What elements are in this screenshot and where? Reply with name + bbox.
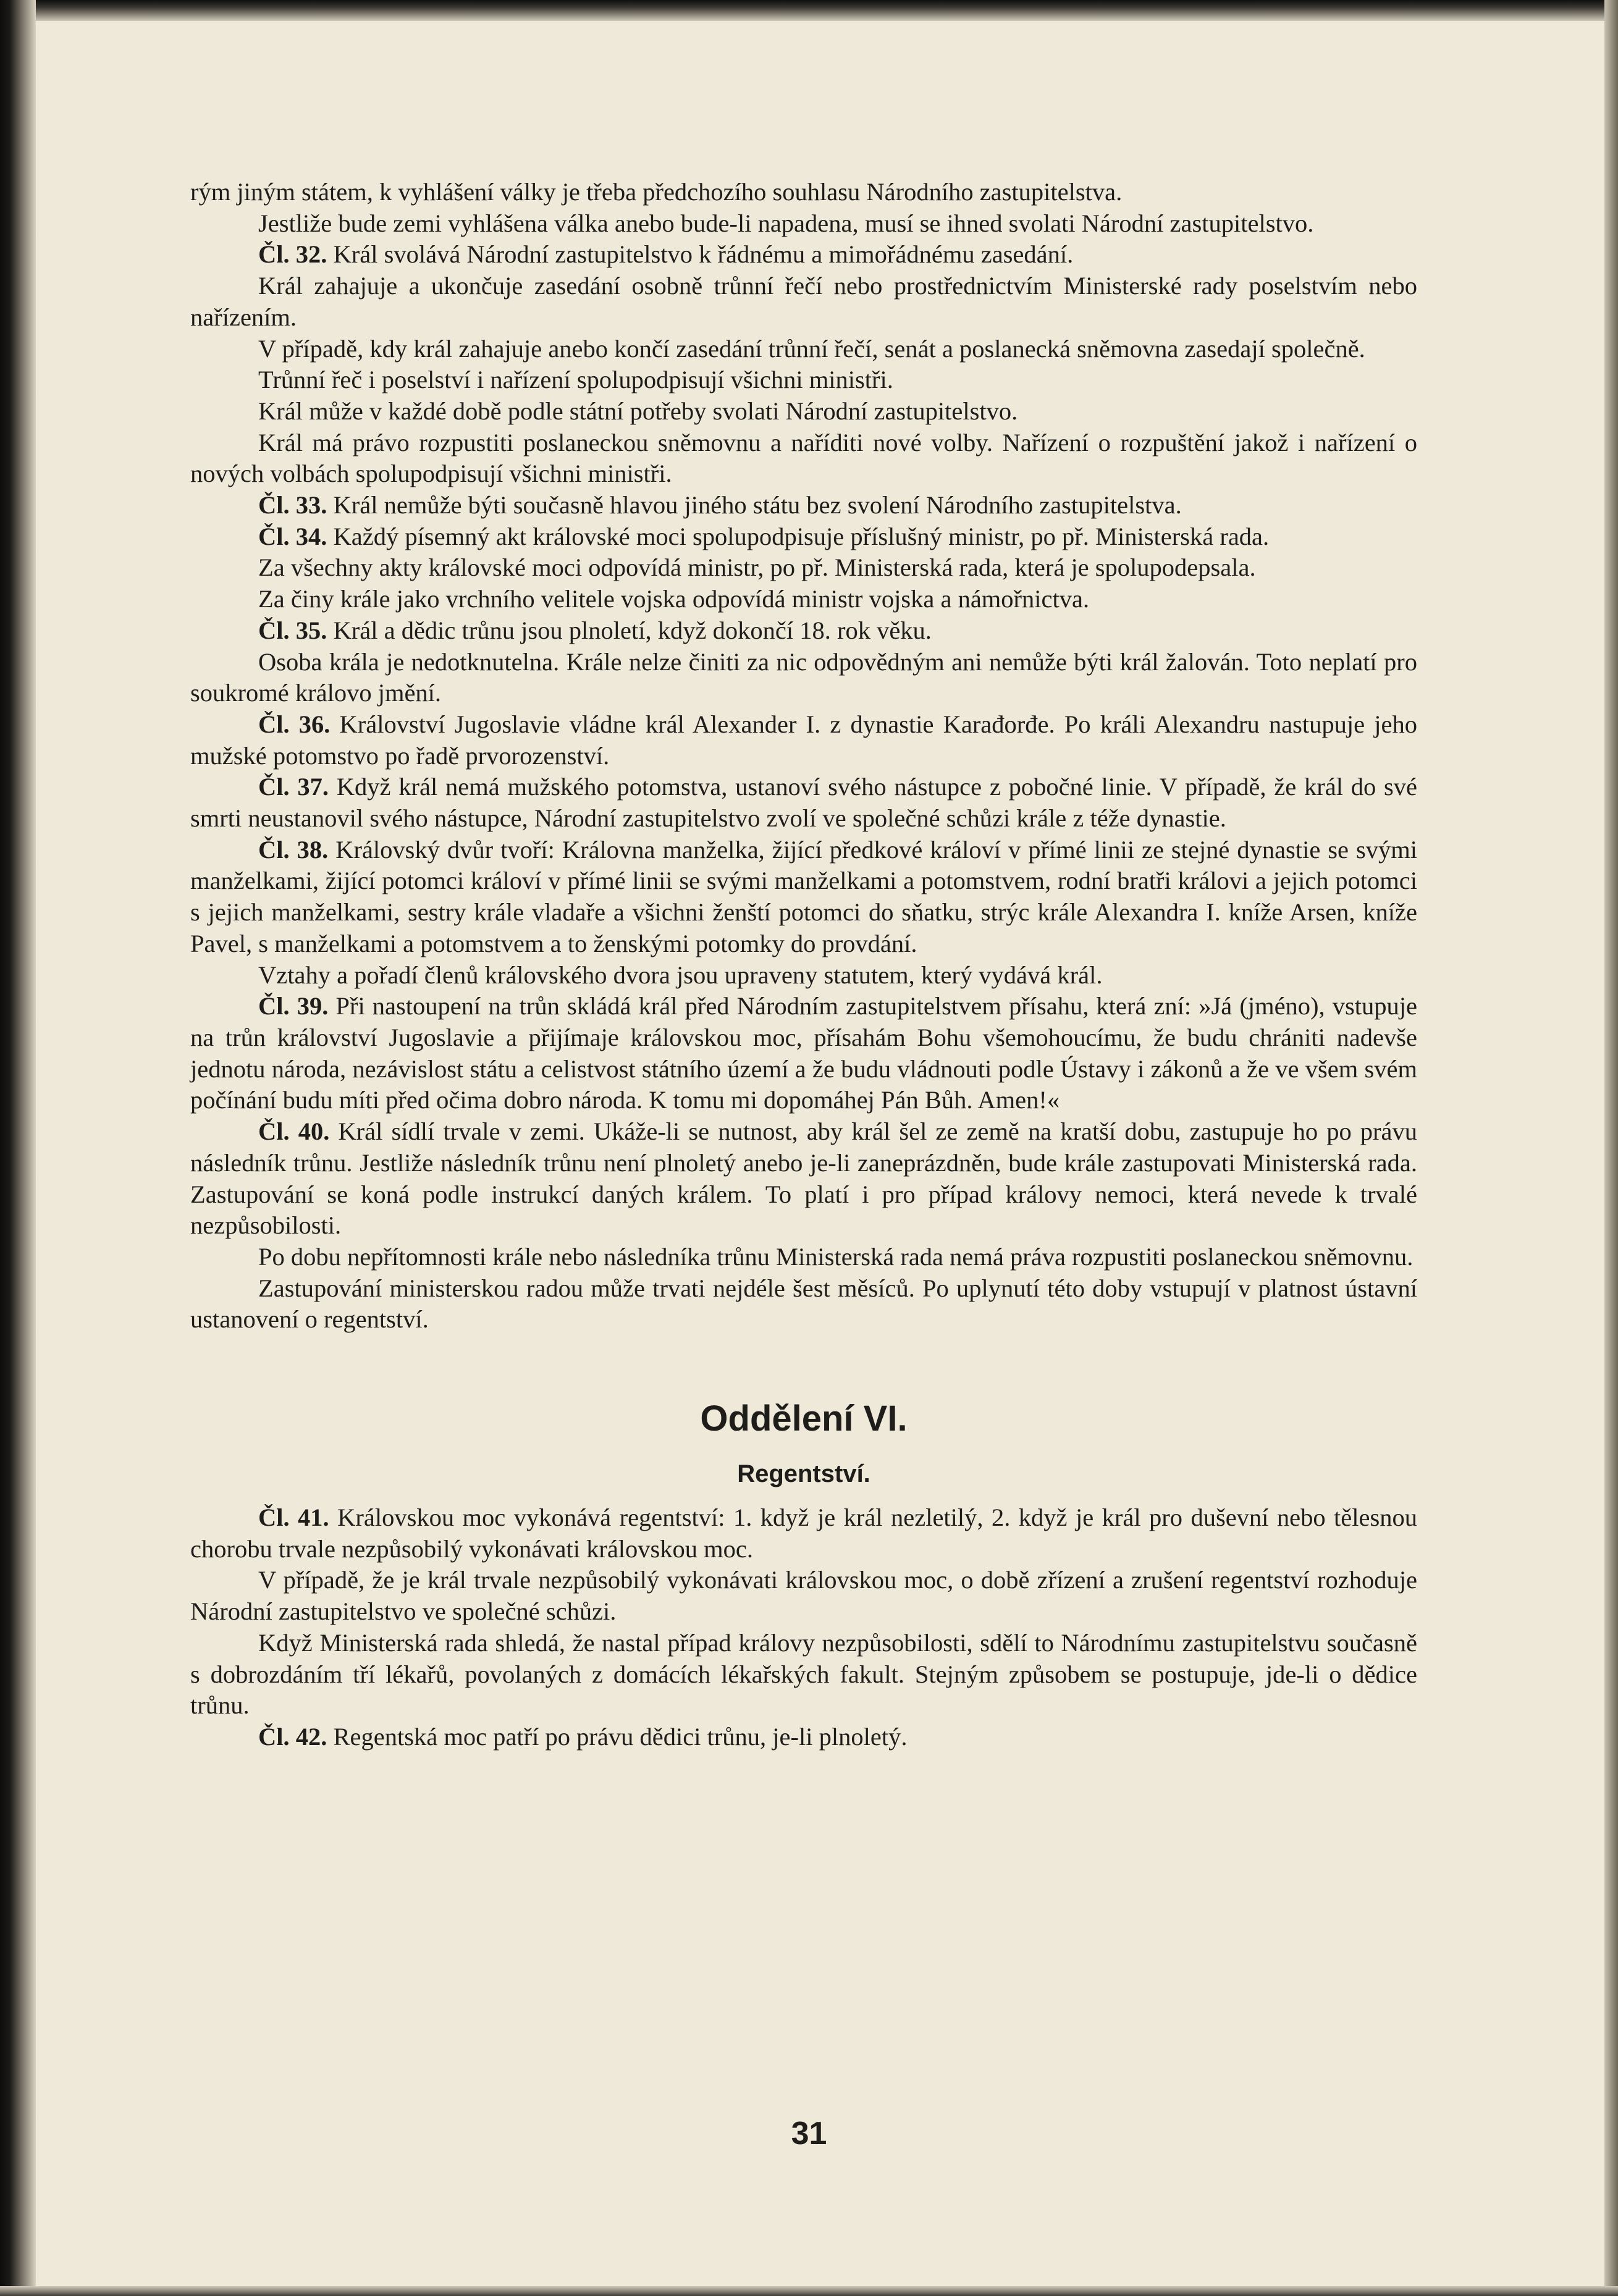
paragraph [190,334,1417,365]
article-number: Čl. 40. [258,1117,330,1146]
section-title: Oddělení VI. [700,1398,908,1439]
paragraph-text: Král zahajuje a ukončuje zasedání osobně trůnní řečí nebo prostřednictvím Ministerské rady poselstvím nebo nařízením. [190,272,1417,331]
paragraph [190,991,1417,1116]
paragraph [190,1628,1417,1722]
paragraph [190,239,1417,271]
paragraph [190,490,1417,521]
article-number: Čl. 36. [258,710,331,738]
article-number: Čl. 37. [258,773,329,801]
paragraph-text: Král má právo rozpustiti poslaneckou sněmovnu a naříditi nové volby. Nařízení o rozpuštění jakož i nařízení o nových volbách spolupodpisují všichni ministři. [190,428,1417,488]
paragraph-text: Král sídlí trvale v zemi. Ukáže-li se nutnost, aby král šel ze země na kratší dobu, zastupuje ho po právu následník trůnu. Jestliže následník trůnu není plnoletý anebo je-li zaneprázdněn, bude krále zastupovati Ministerská rada. Zastupování se koná podle instrukcí daných králem. To platí i pro případ královy nemoci, která nevede k trvalé nezpůsobilosti. [190,1117,1418,1240]
paragraph-text: Král a dědic trůnu jsou plnoletí, když dokončí 18. rok věku. [327,616,932,644]
paragraph [190,208,1417,240]
article-block-upper [190,177,1417,1335]
paragraph [190,177,1417,208]
article-number: Čl. 33. [258,491,327,519]
scan-edge-left [0,0,36,2296]
article-number: Čl. 32. [258,240,327,269]
paragraph-text: Trůnní řeč i poselství i nařízení spolupodpisují všichni ministři. [258,366,893,394]
paragraph-text: rým jiným státem, k vyhlášení války je třeba předchozího souhlasu Národního zastupitelstva. [190,178,1123,206]
section-subtitle: Regentství. [737,1460,870,1488]
scan-edge-bottom [0,2286,1618,2296]
paragraph [190,271,1417,333]
article-number: Čl. 35. [258,616,327,644]
paragraph [190,1502,1417,1565]
paragraph-text: Jestliže bude zemi vyhlášena válka anebo bude-li napadena, musí se ihned svolati Národní zastupitelstvo. [258,209,1314,237]
paragraph-text: Po dobu nepřítomnosti krále nebo následníka trůnu Ministerská rada nemá práva rozpustiti poslaneckou sněmovnu. [258,1242,1414,1271]
paragraph-text: V případě, kdy král zahajuje anebo končí zasedání trůnní řečí, senát a poslanecká sněmovna zasedají společně. [258,334,1365,363]
paragraph [190,364,1417,396]
paragraph [190,1116,1417,1242]
paragraph-text: Král svolává Národní zastupitelstvo k řádnému a mimořádnému zasedání. [327,240,1074,269]
page-content [190,177,1417,1753]
article-number: Čl. 42. [258,1722,327,1751]
paragraph-text: Když Ministerská rada shledá, že nastal případ královy nezpůsobilosti, sdělí to Národnímu zastupitelstvu současně s dobrozdáním tří lékařů, povolaných z domácích lékařských fakult. Stejným způsobem se postupuje, jde-li o dědice trůnu. [190,1628,1417,1720]
paragraph [190,835,1417,960]
page-number: 31 [791,2116,827,2151]
paragraph-text: Království Jugoslavie vládne král Alexander I. z dynastie Karađorđe. Po králi Alexandru nastupuje jeho mužské potomstvo po řadě prvorozenství. [190,710,1418,770]
paragraph [190,584,1417,615]
article-number: Čl. 34. [258,522,327,550]
paragraph-text: Za činy krále jako vrchního velitele vojska odpovídá ministr vojska a námořnictva. [258,585,1090,613]
paragraph [190,1722,1417,1753]
scan-edge-top [0,0,1618,21]
paragraph [190,427,1417,490]
paragraph-text: Při nastoupení na trůn skládá král před Národním zastupitelstvem přísahu, která zní: »Já (jméno), vstupuje na trůn království Jugoslavie a přijímaje královskou moc, přísahám Bohu všemohoucímu, že budu chrániti nadevše jednotu národa, nezávislost státu a celistvost státního území a že budu vládnouti podle Ústavy i zákonů a že ve všem svém počínání budu míti před očima dobro národa. K tomu mi dopomáhej Pán Bůh. Amen!« [190,992,1417,1114]
paragraph [190,772,1417,834]
paragraph [190,1242,1417,1273]
paragraph [190,647,1417,709]
paragraph-text: Za všechny akty královské moci odpovídá ministr, po př. Ministerská rada, která je spolupodepsala. [258,553,1256,582]
paragraph [190,396,1417,427]
paragraph-text: V případě, že je král trvale nezpůsobilý vykonávati královskou moc, o době zřízení a zrušení regentství rozhoduje Národní zastupitelstvo ve společné schůzi. [190,1566,1417,1626]
paragraph [190,960,1417,991]
paragraph-text: Vztahy a pořadí členů královského dvora jsou upraveny statutem, který vydává král. [258,961,1103,989]
article-number: Čl. 41. [258,1503,329,1532]
paragraph-text: Když král nemá mužského potomstva, ustanoví svého nástupce z pobočné linie. V případě, že král do své smrti neustanovil svého nástupce, Národní zastupitelstvo zvolí ve společné schůzi krále z téže dynastie. [190,773,1418,833]
paragraph-text: Každý písemný akt královské moci spolupodpisuje příslušný ministr, po př. Ministerská rada. [327,522,1270,550]
paragraph-text: Regentská moc patří po právu dědici trůnu, je-li plnoletý. [327,1722,908,1751]
paragraph [190,709,1417,772]
paragraph-text: Zastupování ministerskou radou může trvati nejdéle šest měsíců. Po uplynutí této doby vstupují v platnost ústavní ustanovení o regentství. [190,1274,1417,1334]
paragraph [190,1273,1417,1335]
scan-edge-right [1604,0,1618,2296]
paragraph-text: Král může v každé době podle státní potřeby svolati Národní zastupitelstvo. [258,397,1018,425]
paragraph-text: Královskou moc vykonává regentství: 1. když je král nezletilý, 2. když je král pro duševní nebo tělesnou chorobu trvale nezpůsobilý vykonávati královskou moc. [190,1503,1417,1563]
paragraph [190,1565,1417,1627]
paragraph [190,615,1417,647]
article-number: Čl. 38. [258,835,329,864]
paragraph-text: Královský dvůr tvoří: Královna manželka, žijící předkové královí v přímé linii ze stejné dynastie se svými manželkami, žijící potomci královí v přímé linii se svými manželkami a potomstvem, rodní bratři královi a jejich potomci s jejich manželkami, sestry krále vladaře a všichni ženští potomci do sňatku, strýc krále Alexandra I. kníže Arsen, kníže Pavel, s manželkami a potomstvem a to ženskými potomky do provdání. [190,835,1418,957]
article-block-lower [190,1502,1417,1753]
paragraph-text: Král nemůže býti současně hlavou jiného státu bez svolení Národního zastupitelstva. [327,491,1182,519]
article-number: Čl. 39. [258,992,329,1020]
paragraph-text: Osoba krála je nedotknutelna. Krále nelze činiti za nic odpovědným ani nemůže býti král žalován. Toto neplatí pro soukromé královo jmění. [190,647,1417,707]
paragraph [190,521,1417,553]
paragraph [190,552,1417,584]
